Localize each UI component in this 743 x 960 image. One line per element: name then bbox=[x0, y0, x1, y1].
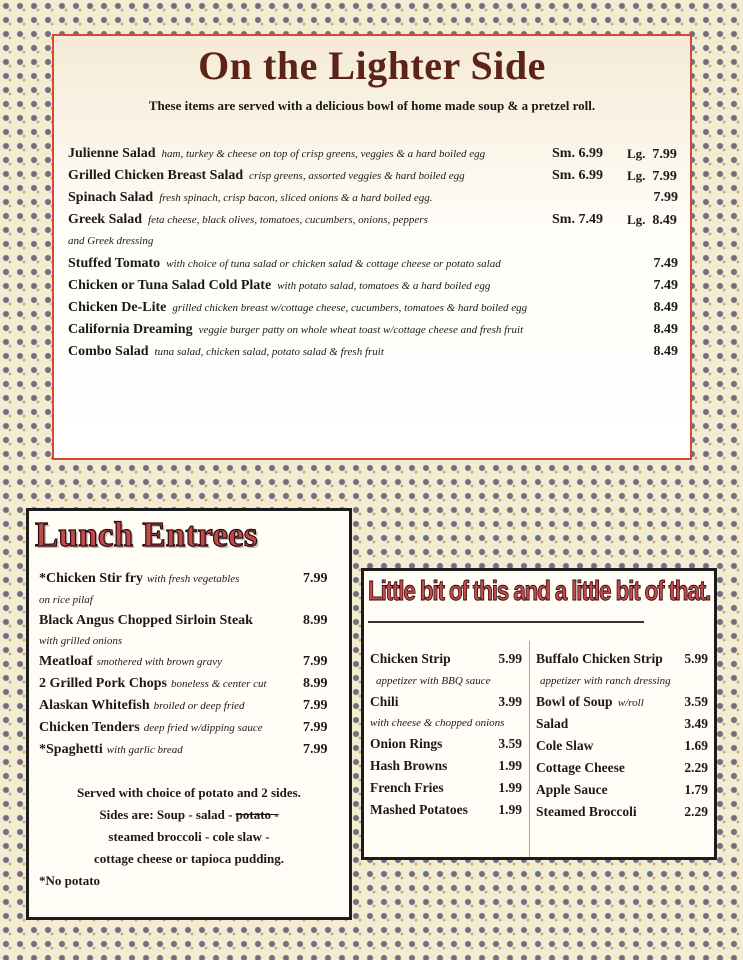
menu-item-california-dreaming: California Dreaming veggie burger patty on whole wheat toast w/cottage cheese and fresh fruit 8.49 bbox=[68, 322, 678, 337]
lunch-entrees-title: Lunch Entrees bbox=[35, 515, 258, 554]
menu-item-julienne-salad: Julienne Salad ham, turkey & cheese on top of crisp greens, veggies & a hard boiled egg Sm. 6.99 Lg. 7.99 bbox=[68, 146, 677, 162]
menu-item-stuffed-tomato: Stuffed Tomato with choice of tuna salad or chicken salad & cottage cheese or potato salad 7.49 bbox=[68, 256, 678, 271]
menu-item-combo-salad: Combo Salad tuna salad, chicken salad, potato salad & fresh fruit 8.49 bbox=[68, 344, 678, 359]
entree-pork-chops: 2 Grilled Pork Chops boneless & center cut 8.99 bbox=[39, 676, 328, 691]
little-bit-panel bbox=[361, 568, 717, 860]
side-item-buffalo-chicken-strip: Buffalo Chicken Strip 5.99 bbox=[536, 651, 708, 666]
side-item-steamed-broccoli: Steamed Broccoli 2.29 bbox=[536, 804, 708, 819]
greek-salad-desc-cont: and Greek dressing bbox=[68, 235, 154, 247]
sides-note-line3: steamed broccoli - cole slaw - bbox=[108, 829, 270, 844]
side-item-salad: Salad 3.49 bbox=[536, 716, 708, 731]
menu-item-spinach-salad: Spinach Salad fresh spinach, crisp bacon, sliced onions & a hard boiled egg. 7.99 bbox=[68, 190, 678, 205]
sides-note-line4: cottage cheese or tapioca pudding. bbox=[93, 851, 285, 866]
side-item-sub-note: appetizer with ranch dressing bbox=[540, 675, 671, 687]
menu-item-greek-salad: Greek Salad feta cheese, black olives, tomatoes, cucumbers, onions, peppers Sm. 7.49 Lg. 8.49 bbox=[68, 212, 677, 228]
side-item-chili: Chili 3.99 bbox=[370, 694, 522, 709]
little-bit-title: Little bit of this and a little bit of that. bbox=[368, 575, 644, 623]
side-item-cottage-cheese: Cottage Cheese 2.29 bbox=[536, 760, 708, 775]
side-item-bowl-of-soup: Bowl of Soup w/roll 3.59 bbox=[536, 694, 708, 709]
side-item-mashed-potatoes: Mashed Potatoes 1.99 bbox=[370, 802, 522, 817]
side-item-hash-browns: Hash Browns 1.99 bbox=[370, 758, 522, 773]
sides-note-line1: Served with choice of potato and 2 sides. bbox=[77, 785, 301, 800]
no-potato-note: *No potato bbox=[39, 873, 101, 888]
column-divider bbox=[529, 641, 530, 857]
side-item-chicken-strip: Chicken Strip 5.99 bbox=[370, 651, 522, 666]
menu-item-cold-plate: Chicken or Tuna Salad Cold Plate with potato salad, tomatoes & a hard boiled egg 7.49 bbox=[68, 278, 678, 293]
entree-sirloin-steak: Black Angus Chopped Sirloin Steak 8.99 bbox=[39, 613, 328, 628]
lunch-entrees-panel bbox=[26, 508, 352, 920]
entree-sub-note: with grilled onions bbox=[39, 635, 123, 647]
lighter-side-title: On the Lighter Side bbox=[198, 43, 546, 88]
entree-alaskan-whitefish: Alaskan Whitefish broiled or deep fried 7.99 bbox=[39, 698, 328, 713]
side-item-cole-slaw: Cole Slaw 1.69 bbox=[536, 738, 708, 753]
side-item-sub-note: with cheese & chopped onions bbox=[370, 717, 505, 729]
entree-chicken-tenders: Chicken Tenders deep fried w/dipping sauce 7.99 bbox=[39, 720, 328, 735]
entree-spaghetti: *Spaghetti with garlic bread 7.99 bbox=[39, 742, 328, 757]
lighter-side-subtitle: These items are served with a delicious bowl of home made soup & a pretzel roll. bbox=[148, 98, 596, 113]
entree-meatloaf: Meatloaf smothered with brown gravy 7.99 bbox=[39, 654, 328, 669]
side-item-sub-note: appetizer with BBQ sauce bbox=[376, 675, 491, 687]
menu-item-chicken-de-lite: Chicken De-Lite grilled chicken breast w/cottage cheese, cucumbers, tomatoes & hard boiled egg 8.49 bbox=[68, 300, 678, 315]
side-item-onion-rings: Onion Rings 3.59 bbox=[370, 736, 522, 751]
side-item-french-fries: French Fries 1.99 bbox=[370, 780, 522, 795]
entree-sub-note: on rice pilaf bbox=[39, 594, 93, 606]
entree-chicken-stir-fry: *Chicken Stir fry with fresh vegetables 7.99 bbox=[39, 571, 328, 586]
menu-item-grilled-chicken-breast-salad: Grilled Chicken Breast Salad crisp greens, assorted veggies & hard boiled egg Sm. 6.99 Lg. 7.99 bbox=[68, 168, 677, 184]
lighter-side-panel bbox=[52, 34, 692, 460]
sides-note-line2: Sides are: Soup - salad - potato - bbox=[99, 807, 279, 822]
side-item-apple-sauce: Apple Sauce 1.79 bbox=[536, 782, 708, 797]
